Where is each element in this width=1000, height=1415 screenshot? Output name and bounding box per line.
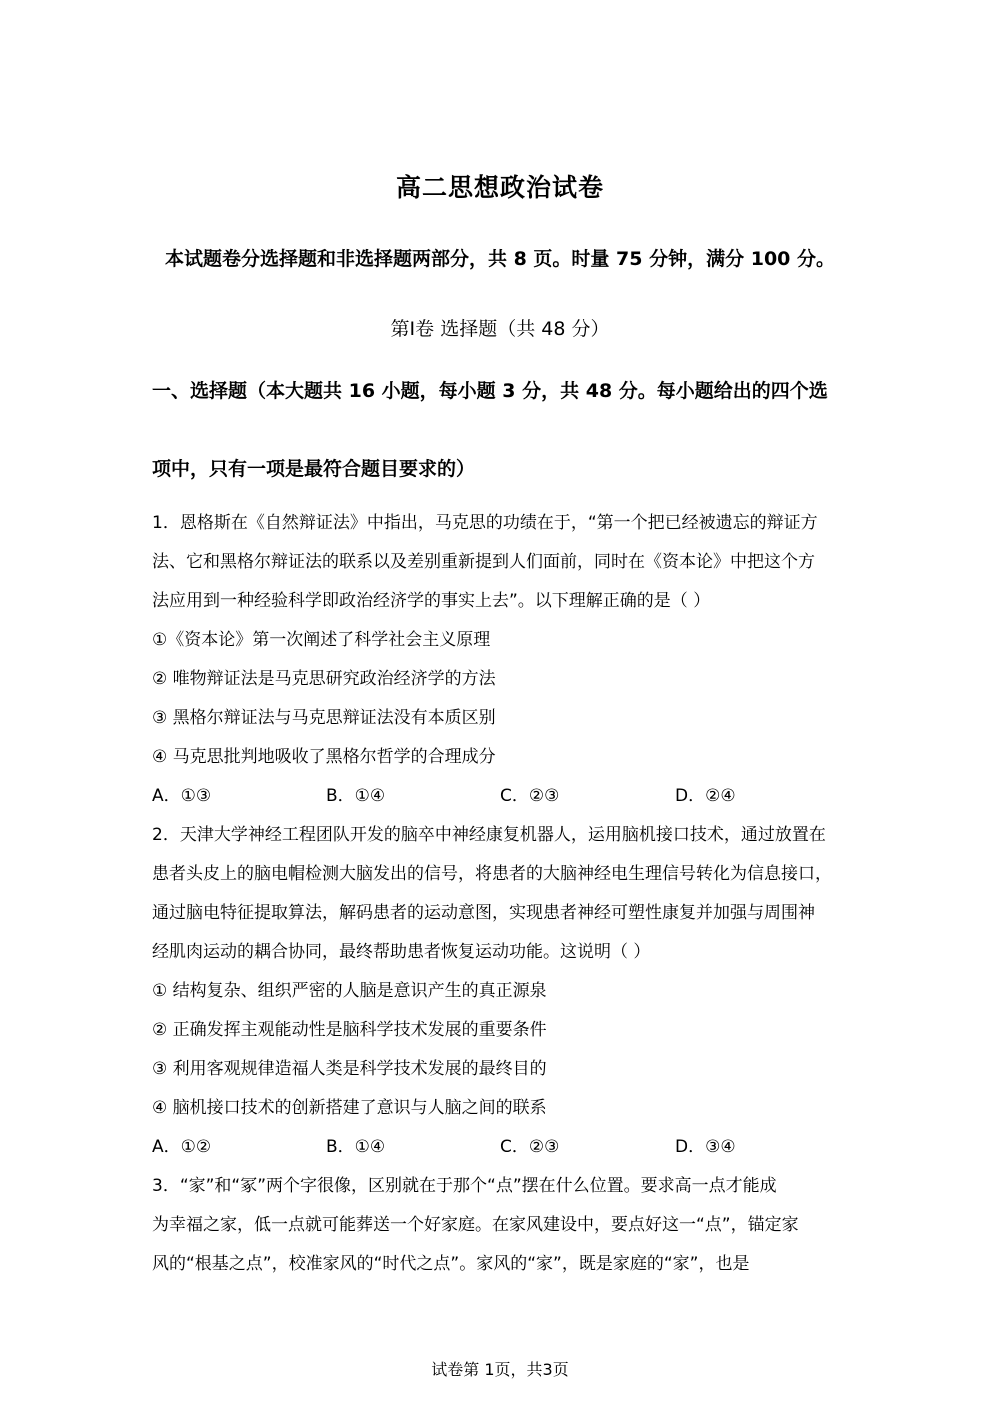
option-c[interactable]: C．②③ — [500, 786, 560, 806]
statement-1: ①《资本论》第一次阐述了科学社会主义原理 — [152, 630, 491, 650]
statement-3: ③ 黑格尔辩证法与马克思辩证法没有本质区别 — [152, 708, 496, 728]
option-b[interactable]: B．①④ — [326, 786, 386, 806]
statement-3: ③ 利用客观规律造福人类是科学技术发展的最终目的 — [152, 1059, 547, 1079]
question-text-line: 患者头皮上的脑电帽检测大脑发出的信号，将患者的大脑神经电生理信号转化为信息接口， — [152, 864, 832, 884]
statement-4: ④ 马克思批判地吸收了黑格尔哲学的合理成分 — [152, 747, 496, 767]
question-text-line: 1．恩格斯在《自然辩证法》中指出，马克思的功绩在于，“第一个把已经被遗忘的辩证方 — [152, 513, 818, 533]
exam-title: 高二思想政治试卷 — [395, 173, 604, 202]
statement-2: ② 唯物辩证法是马克思研究政治经济学的方法 — [152, 669, 496, 689]
statement-4: ④ 脑机接口技术的创新搭建了意识与人脑之间的联系 — [152, 1098, 547, 1118]
option-c[interactable]: C．②③ — [500, 1137, 560, 1157]
part-title: 第Ⅰ卷 选择题（共 48 分） — [390, 318, 610, 340]
option-a[interactable]: A．①③ — [152, 786, 212, 806]
question-text-line: 为幸福之家，低一点就可能葬送一个好家庭。在家风建设中，要点好这一“点”，锚定家 — [152, 1215, 799, 1235]
option-b[interactable]: B．①④ — [326, 1137, 386, 1157]
option-d[interactable]: D．③④ — [675, 1137, 736, 1157]
question-text-line: 3．“家”和“冢”两个字很像，区别就在于那个“点”摆在什么位置。要求高一点才能成 — [152, 1176, 777, 1196]
question-text-line: 法应用到一种经验科学即政治经济学的事实上去”。以下理解正确的是（ ） — [152, 591, 711, 611]
exam-instructions: 本试题卷分选择题和非选择题两部分，共 8 页。时量 75 分钟，满分 100 分。 — [164, 248, 835, 270]
section-heading-line-2: 项中，只有一项是最符合题目要求的） — [152, 458, 476, 480]
option-a[interactable]: A．①② — [152, 1137, 212, 1157]
statement-2: ② 正确发挥主观能动性是脑科学技术发展的重要条件 — [152, 1020, 547, 1040]
option-d[interactable]: D．②④ — [675, 786, 736, 806]
question-text-line: 2．天津大学神经工程团队开发的脑卒中神经康复机器人，运用脑机接口技术，通过放置在 — [152, 825, 826, 845]
page-footer: 试卷第 1页，共3页 — [431, 1360, 569, 1379]
question-text-line: 经肌肉运动的耦合协同，最终帮助患者恢复运动功能。这说明（ ） — [152, 942, 651, 962]
section-heading-line-1: 一、选择题（本大题共 16 小题，每小题 3 分，共 48 分。每小题给出的四个选 — [152, 380, 828, 402]
question-text-line: 法、它和黑格尔辩证法的联系以及差别重新提到人们面前，同时在《资本论》中把这个方 — [152, 552, 815, 572]
question-text-line: 风的“根基之点”，校准家风的“时代之点”。家风的“家”，既是家庭的“家”，也是 — [152, 1254, 750, 1274]
question-text-line: 通过脑电特征提取算法，解码患者的运动意图，实现患者神经可塑性康复并加强与周围神 — [152, 903, 815, 923]
statement-1: ① 结构复杂、组织严密的人脑是意识产生的真正源泉 — [152, 981, 547, 1001]
